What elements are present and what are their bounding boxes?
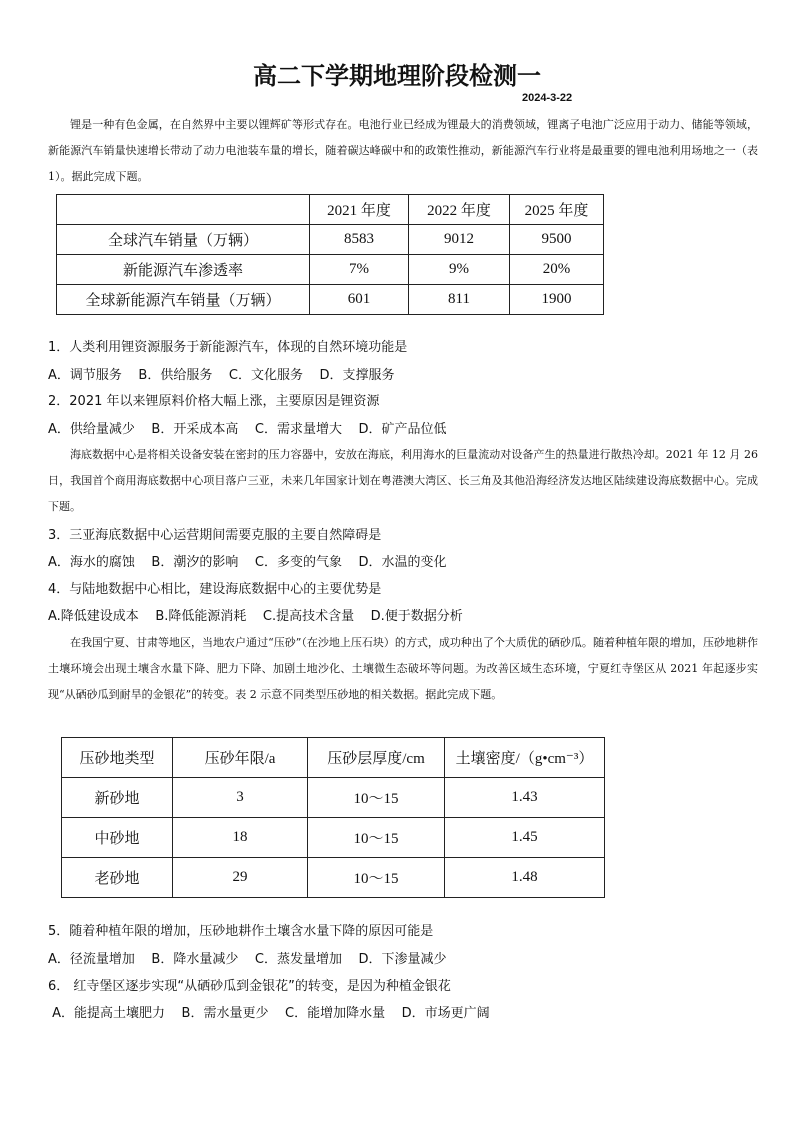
table-cell: 中砂地 <box>62 818 173 858</box>
exam-title: 高二下学期地理阶段检测一 <box>253 62 541 90</box>
table-cell: 2021 年度 <box>310 195 409 225</box>
table-cell: 全球新能源汽车销量（万辆） <box>57 285 310 315</box>
table-cell: 压砂地类型 <box>62 738 173 778</box>
question-3-stem: 3．三亚海底数据中心运营期间需要克服的主要自然障碍是 <box>48 528 382 543</box>
question-4-options: A.降低建设成本 B.降低能源消耗 C.提高技术含量 D.便于数据分析 <box>48 609 463 624</box>
question-1-options: A．调节服务 B．供给服务 C．文化服务 D．支撑服务 <box>48 368 395 383</box>
table-header-row <box>62 738 605 778</box>
table-row <box>57 225 604 255</box>
table-cell: 全球汽车销量（万辆） <box>57 225 310 255</box>
table-row <box>62 778 605 818</box>
passage-lithium: 锂是一种有色金属，在自然界中主要以锂辉矿等形式存在。电池行业已经成为锂最大的消费领域，锂离子电池广泛应用于动力、储能等领域，新能源汽车销量快速增长带动了动力电池装车量的增长，随着碳达峰碳中和的政策性推动，新能源汽车行业将是最重要的锂电池利用场地之一（表 1）。据此完成下题。 <box>48 118 758 183</box>
table-cell: 29 <box>173 858 308 898</box>
table-cell: 9500 <box>510 225 604 255</box>
table-cell: 18 <box>173 818 308 858</box>
table-cell: 7% <box>310 255 409 285</box>
table-cell: 2022 年度 <box>409 195 510 225</box>
table-cell <box>57 195 310 225</box>
table-cell: 10～15 <box>308 858 445 898</box>
passage-undersea-datacenter: 海底数据中心是将相关设备安装在密封的压力容器中，安放在海底，利用海水的巨量流动对设备产生的热量进行散热冷却。2021 年 12 月 26 日，我国首个商用海底数据中心项目落户三亚，未来几年国家计划在粤港澳大湾区、长三角及其他沿海经济发达地区陆续建设海底数据中心。完成下题。 <box>48 448 758 513</box>
table-row <box>57 285 604 315</box>
table-header-row <box>57 195 604 225</box>
table-cell: 1.48 <box>445 858 605 898</box>
table-cell: 10～15 <box>308 818 445 858</box>
table-1 <box>56 194 604 315</box>
table-cell: 8583 <box>310 225 409 255</box>
table-cell: 老砂地 <box>62 858 173 898</box>
table-2 <box>61 737 605 898</box>
table-cell: 601 <box>310 285 409 315</box>
table-cell: 9% <box>409 255 510 285</box>
question-1-stem: 1．人类利用锂资源服务于新能源汽车，体现的自然环境功能是 <box>48 340 408 355</box>
question-5-options: A．径流量增加 B．降水量减少 C．蒸发量增加 D．下渗量减少 <box>48 952 447 967</box>
table-row <box>62 818 605 858</box>
table-row <box>62 858 605 898</box>
table-cell: 1.45 <box>445 818 605 858</box>
passage-sand-pressing: 在我国宁夏、甘肃等地区，当地农户通过“压砂”（在沙地上压石块）的方式，成功种出了个大质优的硒砂瓜。随着种植年限的增加，压砂地耕作土壤环境会出现土壤含水量下降、肥力下降、加剧土地沙化、土壤微生态破坏等问题。为改善区域生态环境，宁夏红寺堡区从 2021 年起逐步实现“从硒砂瓜到耐旱的金银花”的转变。表 2 示意不同类型压砂地的相关数据。据此完成下题。 <box>48 636 758 701</box>
question-6-stem: 6． 红寺堡区逐步实现“从硒砂瓜到金银花”的转变，是因为种植金银花 <box>48 979 451 994</box>
question-3-options: A．海水的腐蚀 B．潮汐的影响 C．多变的气象 D．水温的变化 <box>48 555 447 570</box>
table-cell: 9012 <box>409 225 510 255</box>
table-row <box>57 255 604 285</box>
table-cell: 811 <box>409 285 510 315</box>
question-2-options: A．供给量减少 B．开采成本高 C．需求量增大 D．矿产品位低 <box>48 422 447 437</box>
question-5-stem: 5．随着种植年限的增加，压砂地耕作土壤含水量下降的原因可能是 <box>48 924 434 939</box>
table-cell: 1.43 <box>445 778 605 818</box>
table-cell: 3 <box>173 778 308 818</box>
question-4-stem: 4．与陆地数据中心相比，建设海底数据中心的主要优势是 <box>48 582 382 597</box>
table-cell: 压砂年限/a <box>173 738 308 778</box>
table-cell: 20% <box>510 255 604 285</box>
table-cell: 土壤密度/（g•cm⁻³） <box>445 738 605 778</box>
table-cell: 新砂地 <box>62 778 173 818</box>
table-cell: 新能源汽车渗透率 <box>57 255 310 285</box>
table-cell: 1900 <box>510 285 604 315</box>
question-6-options: A．能提高土壤肥力 B．需水量更少 C．能增加降水量 D．市场更广阔 <box>48 1006 490 1021</box>
table-cell: 压砂层厚度/cm <box>308 738 445 778</box>
exam-date: 2024-3-22 <box>522 92 573 104</box>
table-cell: 2025 年度 <box>510 195 604 225</box>
table-cell: 10～15 <box>308 778 445 818</box>
question-2-stem: 2．2021 年以来锂原料价格大幅上涨，主要原因是锂资源 <box>48 394 380 409</box>
